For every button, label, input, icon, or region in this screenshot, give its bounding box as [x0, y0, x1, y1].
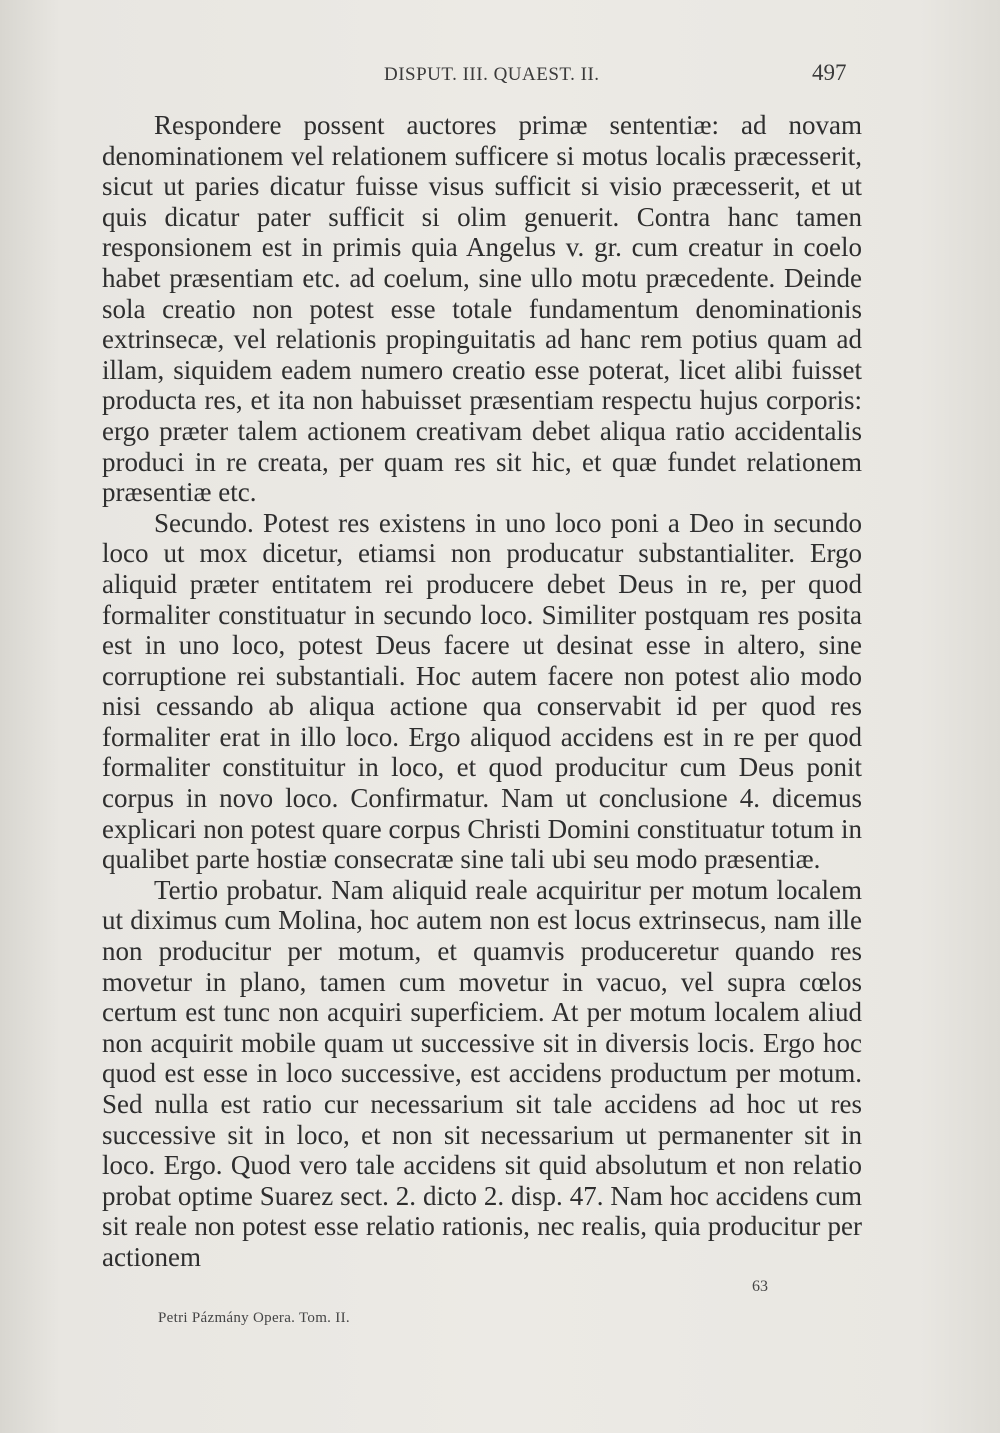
paragraph-respondere: Respondere possent auctores primæ sententiæ: ad novam denominationem vel relationem sufficere si motus localis præcesserit, sicut ut paries dicatur fuisse visus sufficit si visio præcesserit, et ut quis dicatur pater sufficit si olim genuerit. Contra hanc tamen responsionem est in primis quia Angelus v. gr. cum creatur in coelo habet præsentiam etc. ad coelum, sine ullo motu præcedente. Deinde sola creatio non potest esse totale fundamentum denominationis extrinsecæ, vel relationis propinguitatis ad hanc rem potius quam ad illam, siquidem eadem numero creatio esse poterat, licet alibi fuisset producta res, et ita non habuisset præsentiam respectu hujus corporis: ergo præter talem actionem creativam debet aliqua ratio accidentalis produci in re creata, per quam res sit hic, et quæ fundet relationem præsentiæ etc. [102, 110, 862, 508]
running-title: DISPUT. III. QUAEST. II. [384, 64, 600, 85]
paragraph-tertio: Tertio probatur. Nam aliquid reale acquiritur per motum localem ut diximus cum Molina, hoc autem non est locus extrinsecus, nam ille non producitur per motum, et quamvis produceretur quando res movetur in plano, tamen cum movetur in vacuo, vel supra cœlos certum est tunc non acquiri superficiem. At per motum localem aliud non acquirit mobile quam ut successive sit in diversis locis. Ergo hoc quod est esse in loco successive, est accidens productum per motum. Sed nulla est ratio cur necessarium sit tale accidens ad hoc ut res successive sit in loco, et non sit necessarium ut permanenter sit in loco. Ergo. Quod vero tale accidens sit quid absolutum et non relatio probat optime Suarez sect. 2. dicto 2. disp. 47. Nam hoc accidens cum sit reale non potest esse relatio rationis, nec realis, quia producitur per actionem [102, 874, 862, 1272]
page-number: 497 [812, 60, 847, 85]
paragraph-secundo: Secundo. Potest res existens in uno loco poni a Deo in secundo loco ut mox dicetur, etiamsi non producatur substantialiter. Ergo aliquid præter entitatem rei producere debet Deus in re, per quod formaliter constituatur in secundo loco. Similiter postquam res posita est in uno loco, potest Deus facere ut desinat esse in altero, sine corruptione rei substantiali. Hoc autem facere non potest alio modo nisi cessando ab aliqua actione qua conservabit id per quod res formaliter erat in illo loco. Ergo aliquod accidens est in re per quod formaliter constituitur in loco, et quod producitur cum Deus ponit corpus in novo loco. Confirmatur. Nam ut conclusione 4. dicemus explicari non potest quare corpus Christi Domini constituatur totum in qualibet parte hostiæ consecratæ sine tali ubi seu modo præsentiæ. [102, 507, 862, 875]
running-header [0, 58, 1000, 88]
body-text [102, 110, 862, 1273]
signature-mark: 63 [752, 1278, 768, 1295]
footer-note: Petri Pázmány Opera. Tom. II. [158, 1310, 350, 1326]
